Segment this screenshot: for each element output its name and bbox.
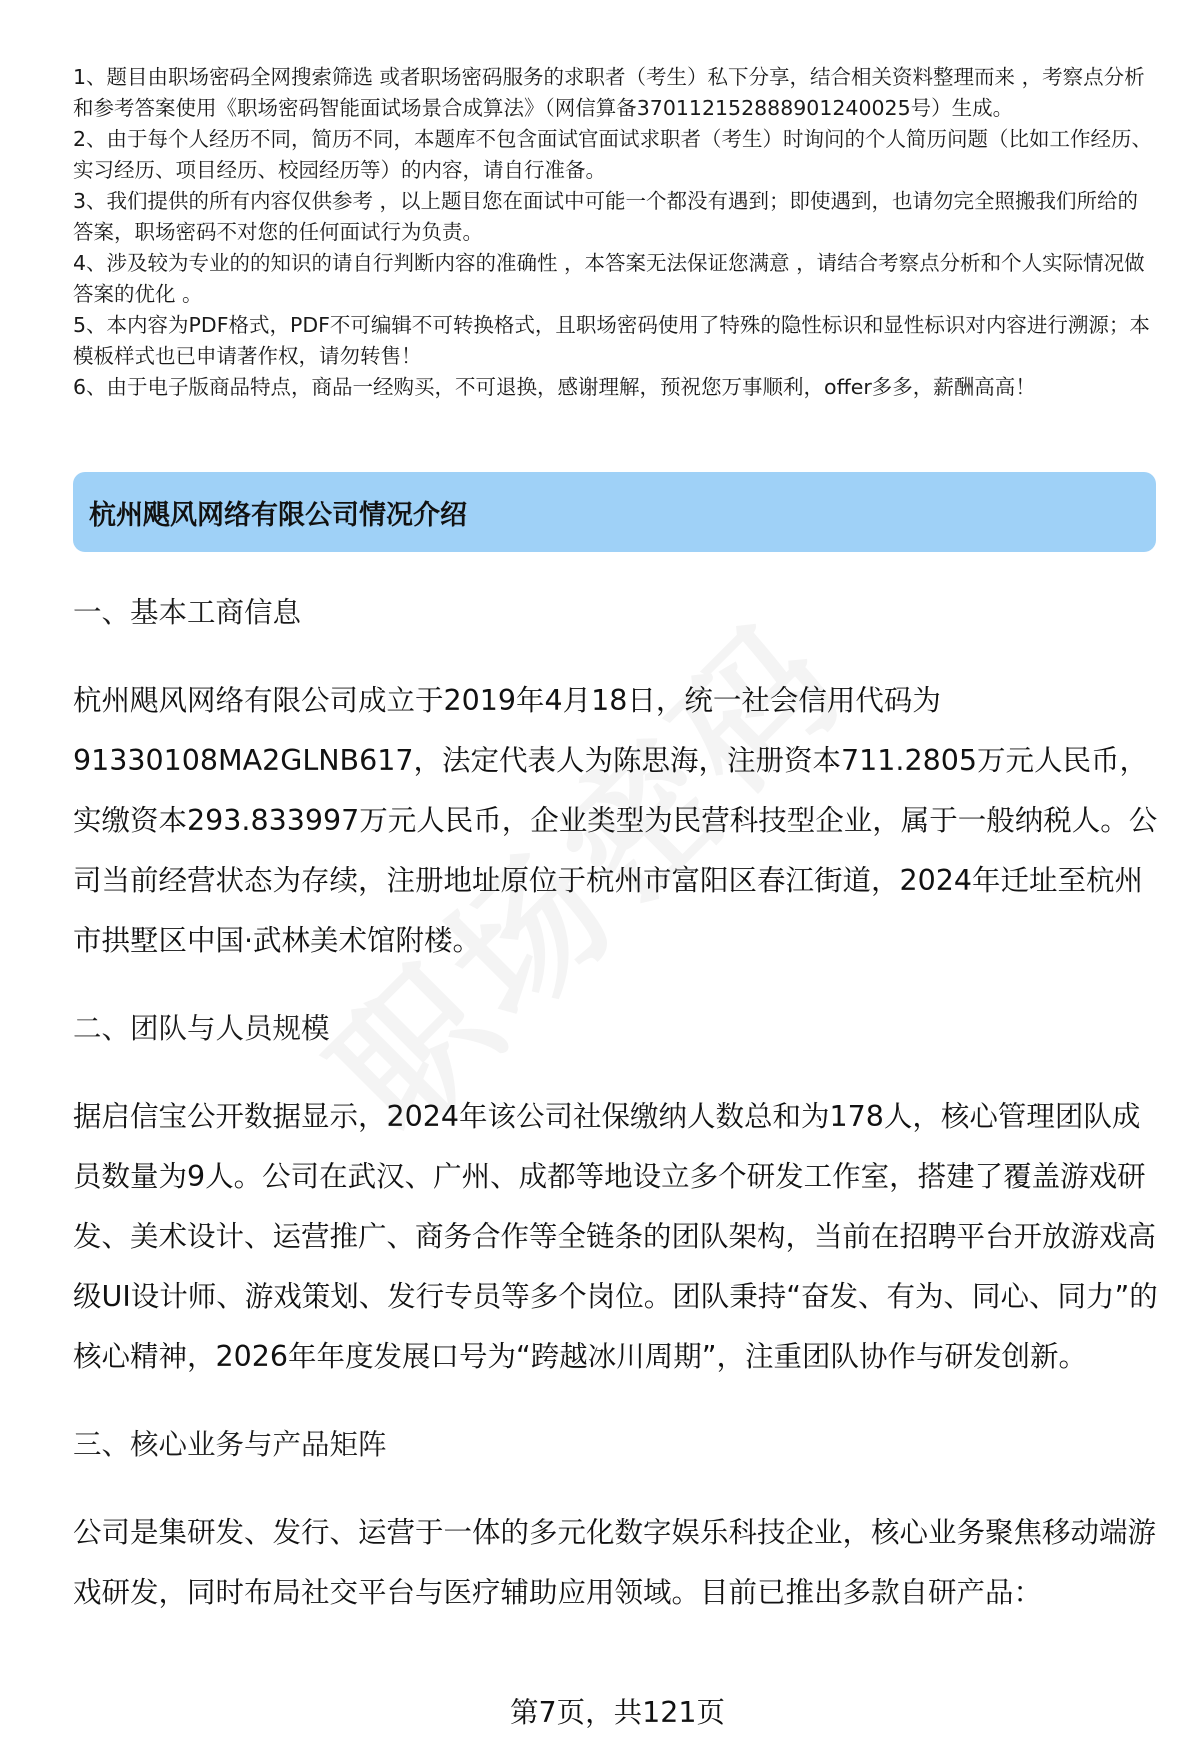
section-heading: 二、团队与人员规模 (73, 1012, 330, 1045)
page-number: 第7页，共121页 (509, 1696, 726, 1729)
section-paragraph: 公司是集研发、发行、运营于一体的多元化数字娱乐科技企业，核心业务聚焦移动端游戏研发，同时布局社交平台与医疗辅助应用领域。目前已推出多款自研产品： (73, 1516, 1157, 1609)
notice-item: 2、由于每个人经历不同，简历不同，本题库不包含面试官面试求职者（考生）时询问的个人简历问题（比如工作经历、实习经历、项目经历、校园经历等）的内容，请自行准备。 (73, 127, 1153, 182)
section-heading: 三、核心业务与产品矩阵 (73, 1428, 387, 1461)
main-content (73, 583, 1163, 1623)
notice-item: 3、我们提供的所有内容仅供参考 ，以上题目您在面试中可能一个都没有遇到；即使遇到，也请勿完全照搬我们所给的答案，职场密码不对您的任何面试行为负责。 (73, 189, 1139, 244)
section-paragraph: 据启信宝公开数据显示，2024年该公司社保缴纳人数总和为178人，核心管理团队成员数量为9人。公司在武汉、广州、成都等地设立多个研发工作室，搭建了覆盖游戏研发、美术设计、运营推广、商务合作等全链条的团队架构，当前在招聘平台开放游戏高级UI设计师、游戏策划、发行专员等多个岗位。团队秉持“奋发、有为、同心、同力”的核心精神，2026年年度发展口号为“跨越冰川周期”，注重团队协作与研发创新。 (73, 1100, 1158, 1373)
notice-item: 1、题目由职场密码全网搜索筛选 或者职场密码服务的求职者（考生）私下分享，结合相关资料整理而来 ，考察点分析和参考答案使用《职场密码智能面试场景合成算法》（网信算备370112152888901240025号）生成。 (73, 65, 1145, 120)
notice-item: 5、本内容为PDF格式，PDF不可编辑不可转换格式，且职场密码使用了特殊的隐性标识和显性标识对内容进行溯源；本模板样式也已申请著作权，请勿转售！ (73, 313, 1150, 368)
notice-item: 4、涉及较为专业的的知识的请自行判断内容的准确性 ，本答案无法保证您满意 ，请结合考察点分析和个人实际情况做答案的优化 。 (73, 251, 1145, 306)
company-title-banner (73, 472, 1156, 552)
section-heading: 一、基本工商信息 (73, 596, 302, 629)
notice-item: 6、由于电子版商品特点，商品一经购买，不可退换，感谢理解，预祝您万事顺利，offer多多，薪酬高高！ (73, 375, 1036, 399)
company-title: 杭州飓风网络有限公司情况介绍 (89, 499, 467, 531)
section-paragraph: 杭州飓风网络有限公司成立于2019年4月18日，统一社会信用代码为91330108MA2GLNB617，法定代表人为陈思海，注册资本711.2805万元人民币，实缴资本293.833997万元人民币，企业类型为民营科技型企业，属于一般纳税人。公司当前经营状态为存续，注册地址原位于杭州市富阳区春江街道，2024年迁址至杭州市拱墅区中国·武林美术馆附楼。 (73, 684, 1158, 957)
notice-block (73, 62, 1158, 403)
